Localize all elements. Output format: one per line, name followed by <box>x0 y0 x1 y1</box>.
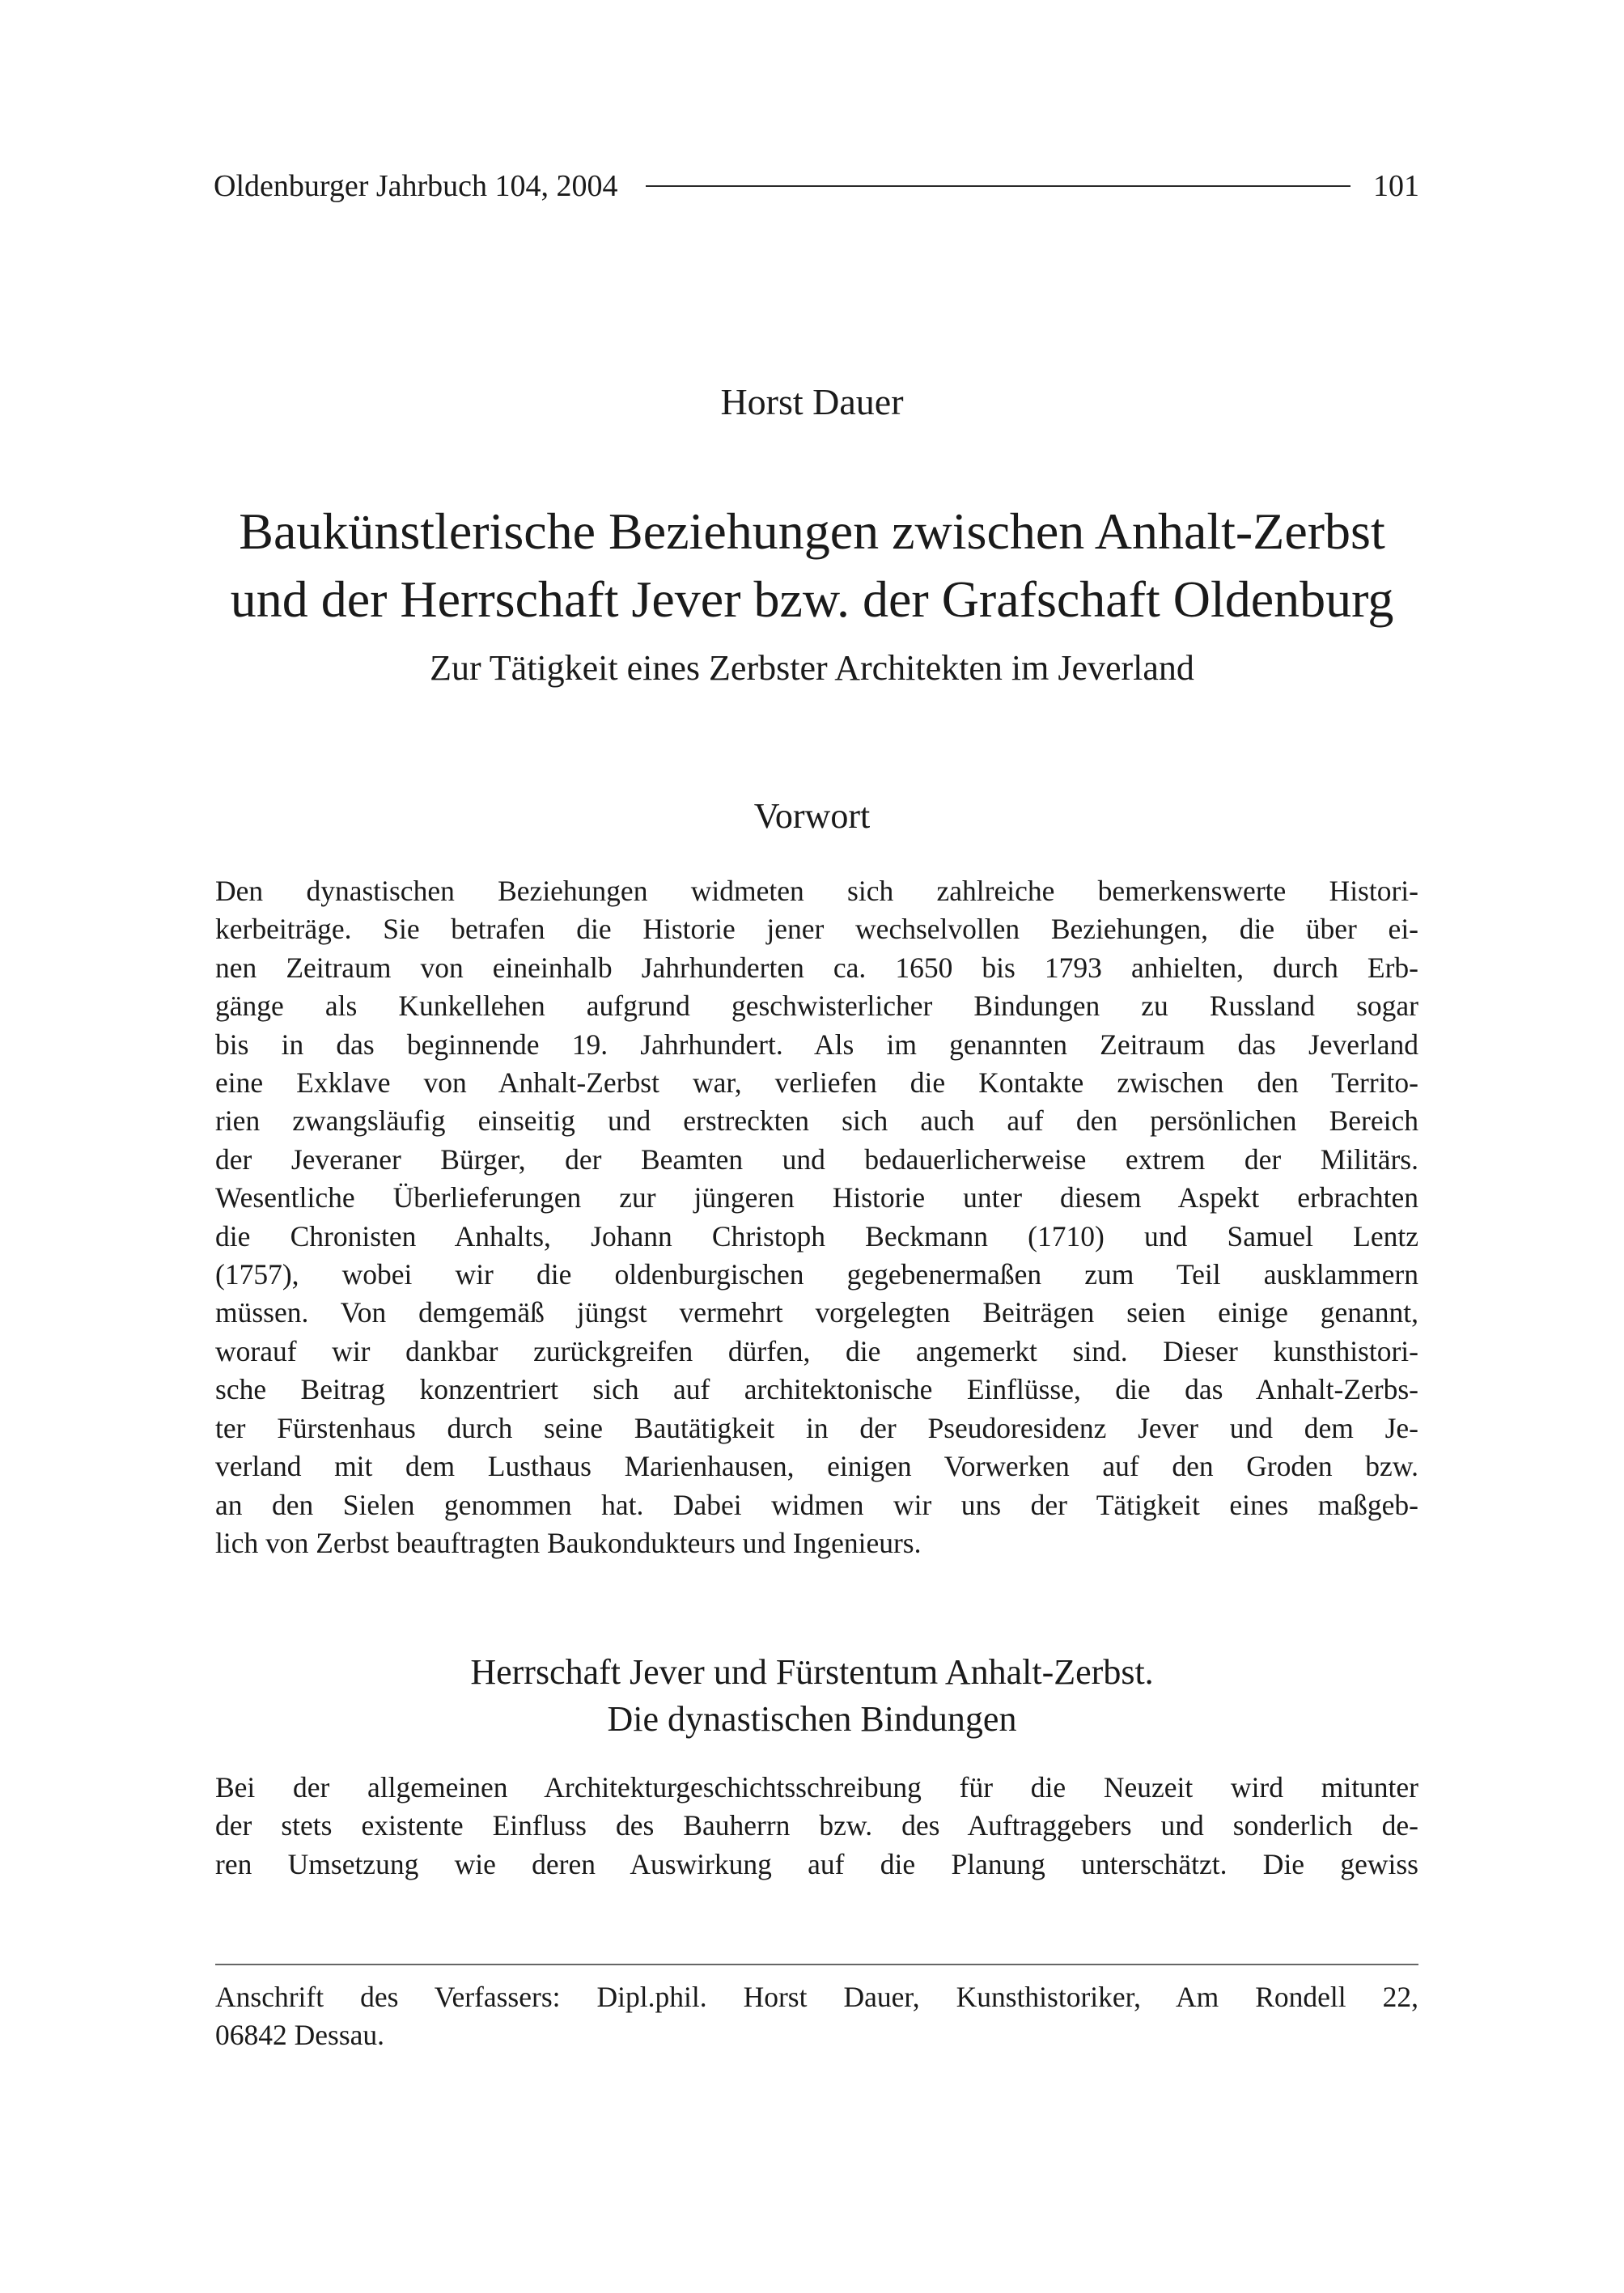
footnote-line: Anschrift des Verfassers: Dipl.phil. Horst Dauer, Kunsthistoriker, Am Rondell 22, <box>215 1981 1418 2013</box>
header-rule <box>646 185 1351 187</box>
text-line: die Chronisten Anhalts, Johann Christoph Beckmann (1710) und Samuel Lentz <box>215 1219 1418 1252</box>
page-number: 101 <box>1373 169 1419 203</box>
text-line: ter Fürstenhaus durch seine Bautätigkeit in der Pseudoresidenz Jever und dem Je- <box>215 1411 1418 1444</box>
footnote-divider <box>215 1964 1418 1965</box>
paragraph-vorwort <box>215 872 1418 1562</box>
text-line: (1757), wobei wir die oldenburgischen gegebenermaßen zum Teil ausklammern <box>215 1258 1418 1291</box>
author-name: Horst Dauer <box>720 381 904 422</box>
section-heading-line-1: Herrschaft Jever und Fürstentum Anhalt-Zerbst. <box>470 1652 1154 1692</box>
text-line: Wesentliche Überlieferungen zur jüngeren Historie unter diesem Aspekt erbrachten <box>215 1181 1418 1214</box>
journal-citation: Oldenburger Jahrbuch 104, 2004 <box>214 169 618 203</box>
text-line: an den Sielen genommen hat. Dabei widmen wir uns der Tätigkeit eines maßgeb- <box>215 1488 1418 1521</box>
text-line: Bei der allgemeinen Architekturgeschichtsschreibung für die Neuzeit wird mitunter <box>215 1771 1418 1803</box>
text-line: lich von Zerbst beauftragten Baukondukteurs und Ingenieurs. <box>215 1526 922 1559</box>
text-line: kerbeiträge. Sie betrafen die Historie jener wechselvollen Beziehungen, die über ei- <box>215 913 1418 946</box>
text-line: ren Umsetzung wie deren Auswirkung auf die Planung unterschätzt. Die gewiss <box>215 1847 1418 1880</box>
title-line-1: Baukünstlerische Beziehungen zwischen Anhalt-Zerbst <box>239 502 1385 560</box>
running-head <box>214 166 1419 206</box>
text-line: sche Beitrag konzentriert sich auf architektonische Einflüsse, die das Anhalt-Zerbs- <box>215 1373 1418 1406</box>
text-line: nen Zeitraum von eineinhalb Jahrhunderten ca. 1650 bis 1793 anhielten, durch Erb- <box>215 951 1418 984</box>
text-line: gänge als Kunkellehen aufgrund geschwisterlicher Bindungen zu Russland sogar <box>215 990 1418 1023</box>
text-line: Den dynastischen Beziehungen widmeten sich zahlreiche bemerkenswerte Histori- <box>215 875 1418 907</box>
article-title <box>202 498 1422 634</box>
text-line: bis in das beginnende 19. Jahrhundert. Als im genannten Zeitraum das Jeverland <box>215 1028 1418 1061</box>
text-line: der stets existente Einfluss des Bauherrn bzw. des Auftraggebers und sonderlich de- <box>215 1809 1418 1842</box>
title-line-2: und der Herrschaft Jever bzw. der Grafschaft Oldenburg <box>230 570 1394 628</box>
text-line: verland mit dem Lusthaus Marienhausen, einigen Vorwerken auf den Groden bzw. <box>215 1450 1418 1483</box>
section-heading-vorwort: Vorwort <box>753 796 871 836</box>
section-heading-line-2: Die dynastischen Bindungen <box>607 1699 1017 1739</box>
section-heading-dynastic <box>0 1649 1624 1743</box>
text-line: worauf wir dankbar zurückgreifen dürfen, die angemerkt sind. Dieser kunsthistori- <box>215 1334 1418 1367</box>
author-address-footnote <box>215 1978 1418 2055</box>
text-line: rien zwangsläufig einseitig und erstreckten sich auch auf den persönlichen Bereich <box>215 1104 1418 1138</box>
footnote-line: 06842 Dessau. <box>215 2019 385 2052</box>
article-subtitle: Zur Tätigkeit eines Zerbster Architekten im Jeverland <box>430 648 1194 688</box>
text-line: der Jeveraner Bürger, der Beamten und bedauerlicherweise extrem der Militärs. <box>215 1142 1418 1176</box>
paragraph-dynastic <box>215 1769 1418 1884</box>
text-line: eine Exklave von Anhalt-Zerbst war, verliefen die Kontakte zwischen den Territo- <box>215 1066 1418 1100</box>
text-line: müssen. Von demgemäß jüngst vermehrt vorgelegten Beiträgen seien einige genannt, <box>215 1296 1418 1329</box>
